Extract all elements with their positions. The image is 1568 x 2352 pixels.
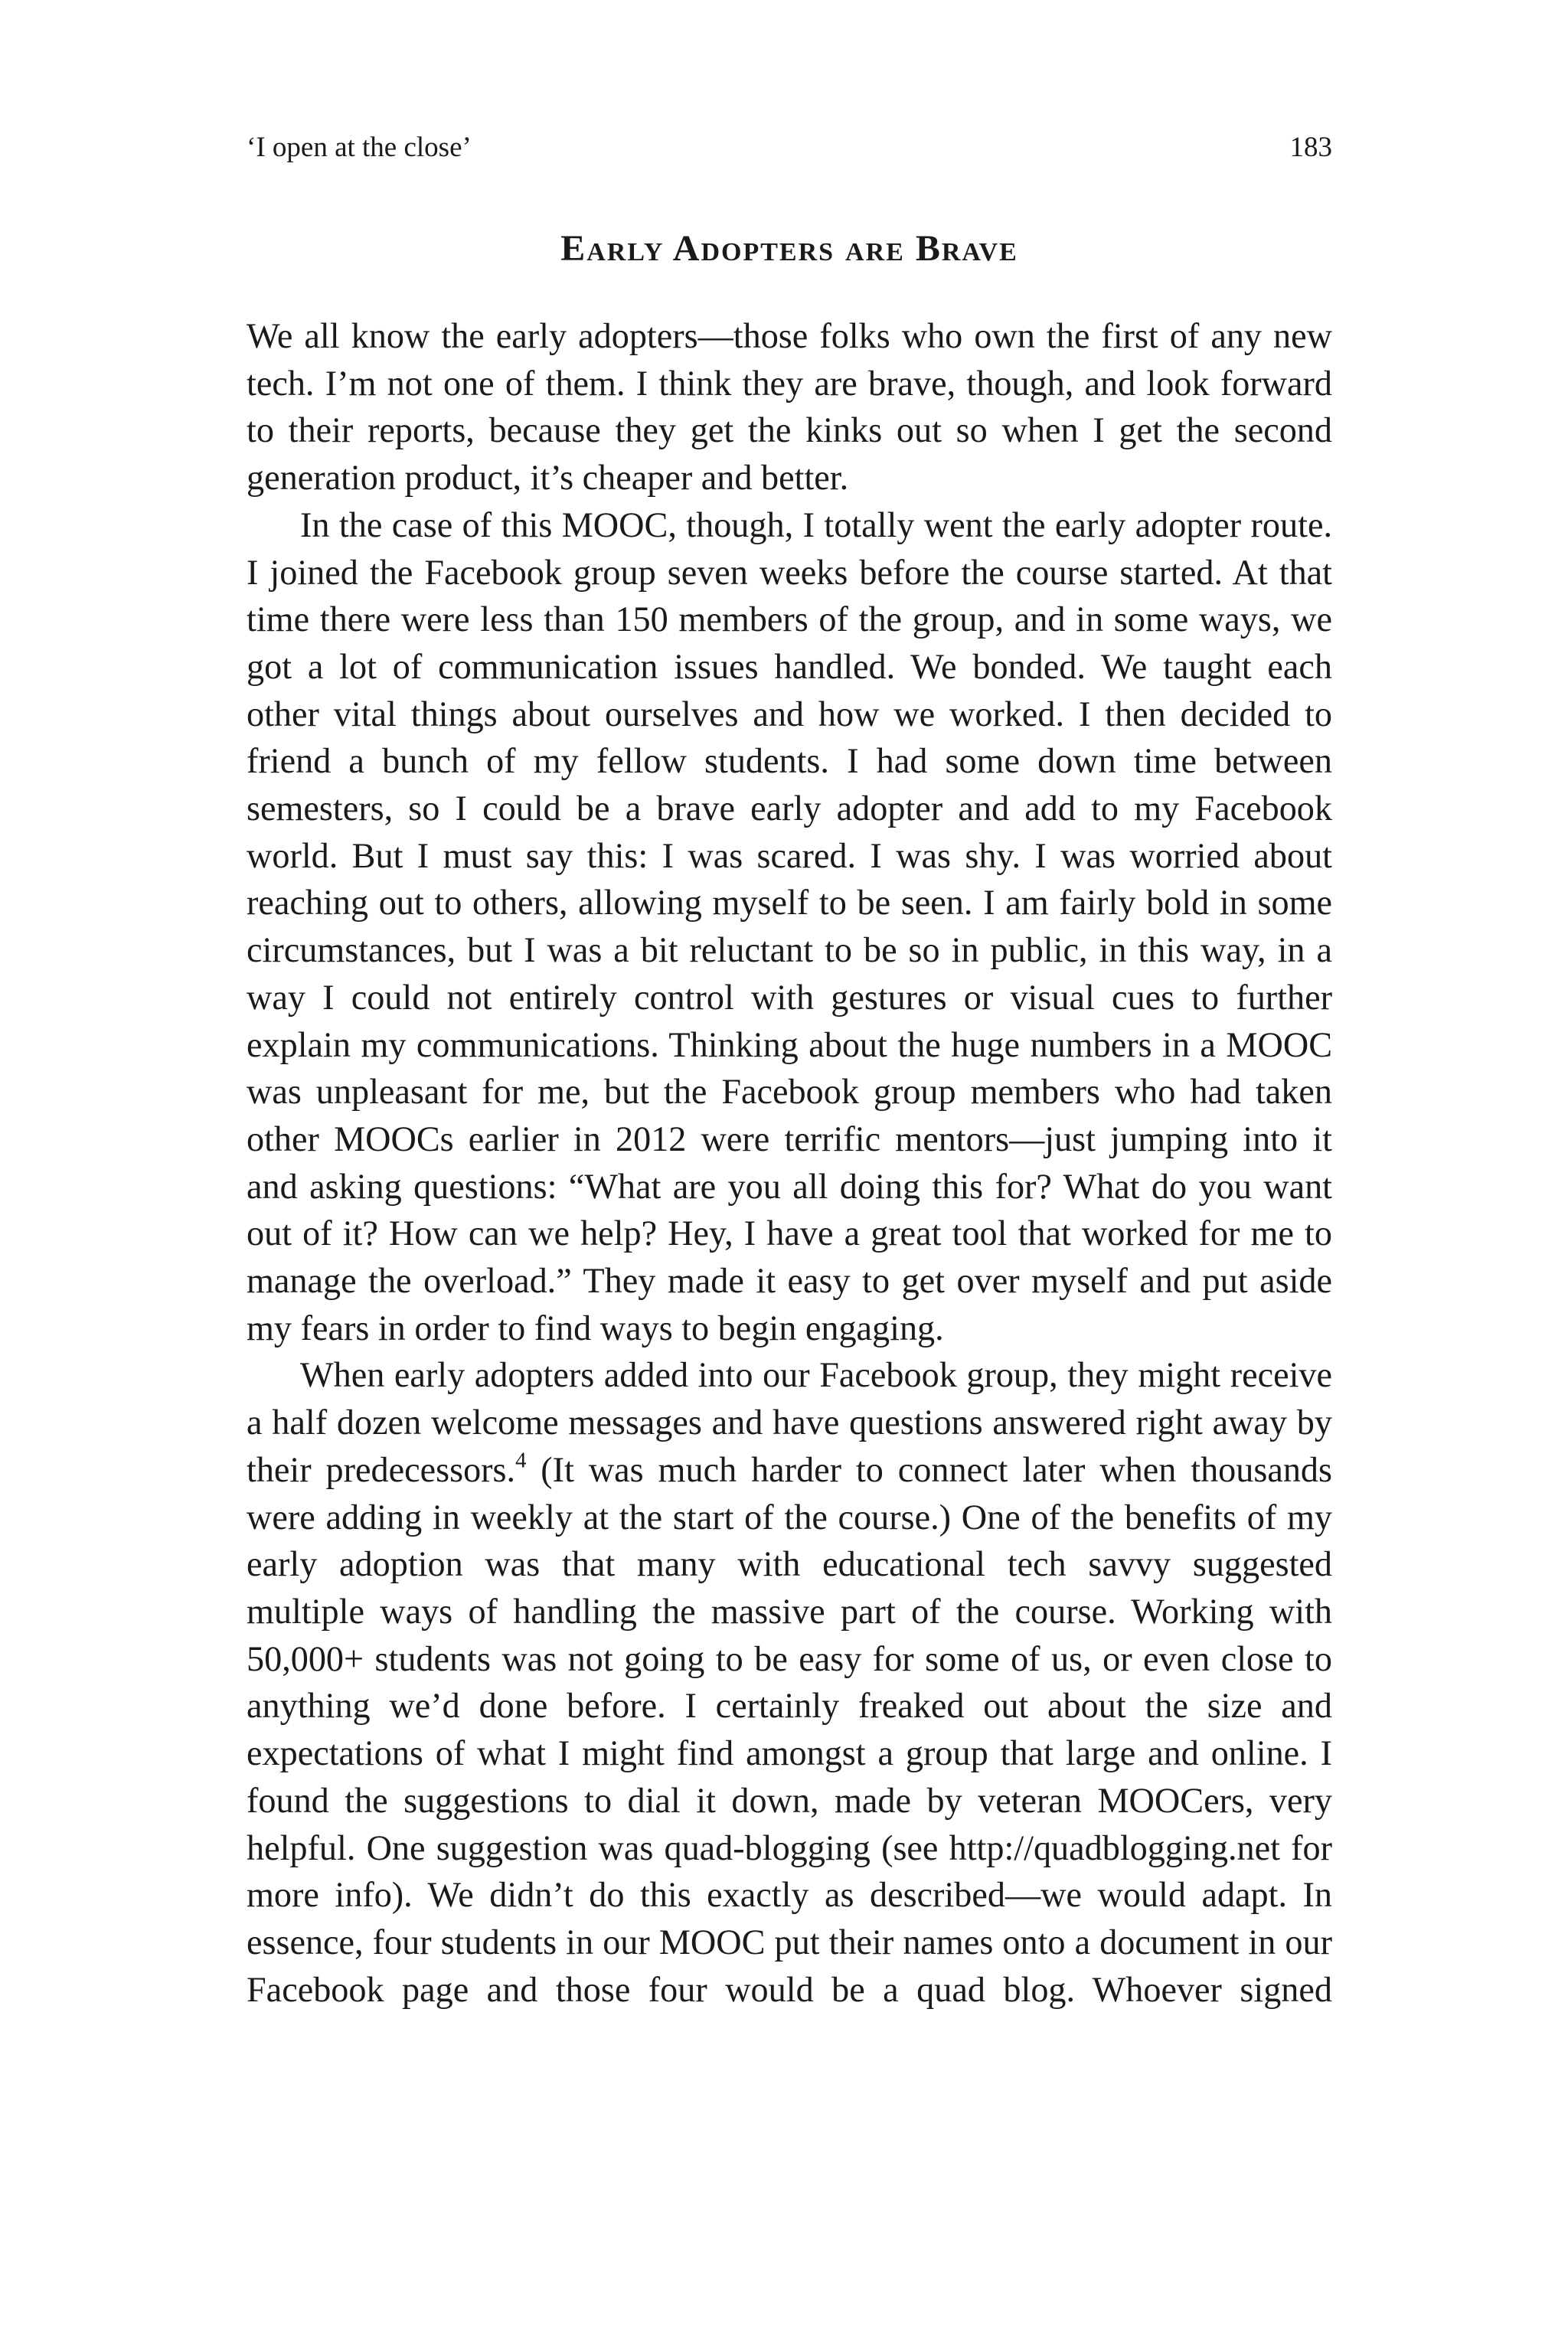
body-text (247, 312, 1332, 2013)
running-head (247, 129, 1332, 167)
paragraph-3-text-after-note: (It was much harder to connect later when thousands were adding in weekly at the start of the course.) One of the benefits of my early adoption was that many with educational tech savvy suggested multiple ways of handling the massive part of the course. Working with 50,000+ students was not going to be easy for some of us, or even close to anything we’d done before. I certainly freaked out about the size and expectations of what I might find amongst a group that large and online. I found the suggestions to dial it down, made by veteran MOOCers, very helpful. One suggestion was quad-blogging (see http://quadblogging.net for more info). We didn’t do this exactly as described—we would adapt. In essence, four students in our MOOC put their names onto a document in our Facebook page and those four would be a quad blog. Whoever signed (247, 1449, 1332, 2009)
paragraph-3-text-before-note: When early adopters added into our Facebook group, they might receive a half dozen welcome messages and have questions answered right away by their predecessors. (247, 1355, 1332, 1489)
book-page (247, 0, 1332, 2352)
running-head-title: ‘I open at the close’ (247, 132, 472, 163)
footnote-marker: 4 (515, 1448, 527, 1473)
section-heading: Early Adopters are Brave (560, 228, 1018, 269)
page-number: 183 (1289, 132, 1332, 163)
paragraph-1: We all know the early adopters—those folks who own the first of any new tech. I’m not one of them. I think they are brave, though, and look forward to their reports, because they get the kinks out so when I get the second generation product, it’s cheaper and better. (247, 316, 1332, 498)
paragraph-2: In the case of this MOOC, though, I totally went the early adopter route. I joined the Facebook group seven weeks before the course started. At that time there were less than 150 members of the group, and in some ways, we got a lot of communication issues handled. We bonded. We taught each other vital things about ourselves and how we worked. I then decided to friend a bunch of my fellow students. I had some down time between semesters, so I could be a brave early adopter and add to my Facebook world. But I must say this: I was scared. I was shy. I was worried about reaching out to others, allowing myself to be seen. I am fairly bold in some circumstances, but I was a bit reluctant to be so in public, in this way, in a way I could not entirely control with gestures or visual cues to further explain my communications. Thinking about the huge numbers in a MOOC was unpleasant for me, but the Facebook group members who had taken other MOOCs earlier in 2012 were terrific mentors—just jumping into it and asking questions: “What are you all doing this for? What do you want out of it? How can we help? Hey, I have a great tool that worked for me to manage the overload.” They made it easy to get over myself and put aside my fears in order to find ways to begin engaging. (247, 505, 1332, 1348)
paragraph-3 (247, 1351, 1332, 2013)
